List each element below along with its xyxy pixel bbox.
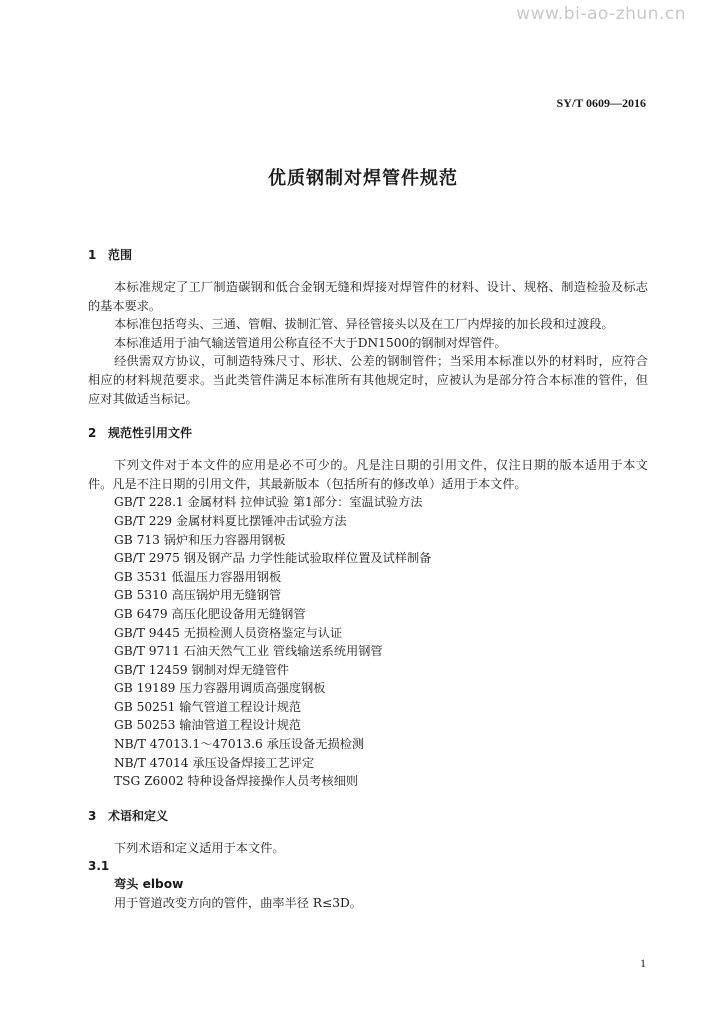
reference-item: GB/T 229 金属材料夏比摆锤冲击试验方法 (114, 513, 347, 528)
paragraph: 经供需双方协议，可制造特殊尺寸、形状、公差的钢制管件；当采用本标准以外的材料时，应符合相应的材料规范要求。当此类管件满足本标准所有其他规定时，应被认为是部分符合本标准的管件，但应对其做适当标记。 (88, 354, 648, 406)
page-number: 1 (640, 956, 646, 970)
standard-code: SY/T 0609—2016 (556, 96, 646, 110)
section-number: 3 (88, 808, 97, 823)
paragraph: 本标准规定了工厂制造碳钢和低合金钢无缝和焊接对焊管件的材料、设计、规格、制造检验及标志的基本要求。 (88, 280, 648, 313)
paragraph: 下列文件对于本文件的应用是必不可少的。凡是注日期的引用文件，仅注日期的版本适用于本文件。凡是不注日期的引用文件，其最新版本（包括所有的修改单）适用于本文件。 (88, 458, 648, 491)
reference-item: GB/T 9445 无损检测人员资格鉴定与认证 (114, 625, 343, 640)
reference-item: GB 713 锅炉和压力容器用钢板 (114, 532, 286, 547)
reference-item: GB/T 9711 石油天然气工业 管线输送系统用钢管 (114, 644, 383, 659)
subsection-number: 3.1 (88, 859, 110, 874)
section-number: 2 (88, 426, 97, 441)
section-2-heading (88, 424, 648, 442)
reference-item: GB 50253 输油管道工程设计规范 (114, 718, 302, 733)
section-title: 规范性引用文件 (108, 426, 193, 441)
document-title: 优质钢制对焊管件规范 (268, 168, 458, 189)
paragraph: 本标准适用于油气输送管道用公称直径不大于DN1500的钢制对焊管件。 (114, 335, 507, 350)
section-title: 术语和定义 (108, 808, 169, 823)
reference-item: GB/T 12459 钢制对焊无缝管件 (114, 662, 289, 677)
paragraph: 下列术语和定义适用于本文件。 (114, 840, 285, 855)
term-label: 弯头 elbow (114, 877, 184, 892)
reference-item: GB/T 228.1 金属材料 拉伸试验 第1部分：室温试验方法 (114, 495, 423, 510)
reference-item: GB 3531 低温压力容器用钢板 (114, 569, 282, 584)
term-definition: 用于管道改变方向的管件，曲率半径 R≤3D。 (114, 896, 362, 911)
section-title: 范围 (108, 248, 133, 262)
watermark: www.bi-ao-zhun.cn (516, 4, 686, 24)
paragraph: 本标准包括弯头、三通、管帽、拔制汇管、异径管接头以及在工厂内焊接的加长段和过渡段。 (114, 317, 614, 332)
reference-item: GB 5310 高压锅炉用无缝钢管 (114, 588, 282, 603)
reference-item: GB 19189 压力容器用调质高强度钢板 (114, 681, 326, 696)
section-number: 1 (88, 248, 97, 262)
reference-item: TSG Z6002 特种设备焊接操作人员考核细则 (114, 774, 359, 789)
section-1-heading (88, 246, 648, 264)
section-3-heading (88, 807, 648, 825)
reference-item: NB/T 47013.1～47013.6 承压设备无损检测 (114, 737, 365, 752)
term (88, 875, 648, 894)
reference-item: GB 50251 输气管道工程设计规范 (114, 699, 302, 714)
document-body (88, 246, 648, 913)
reference-item: NB/T 47014 承压设备焊接工艺评定 (114, 755, 315, 770)
reference-item: GB/T 2975 钢及钢产品 力学性能试验取样位置及试样制备 (114, 551, 432, 566)
reference-item: GB 6479 高压化肥设备用无缝钢管 (114, 606, 306, 621)
